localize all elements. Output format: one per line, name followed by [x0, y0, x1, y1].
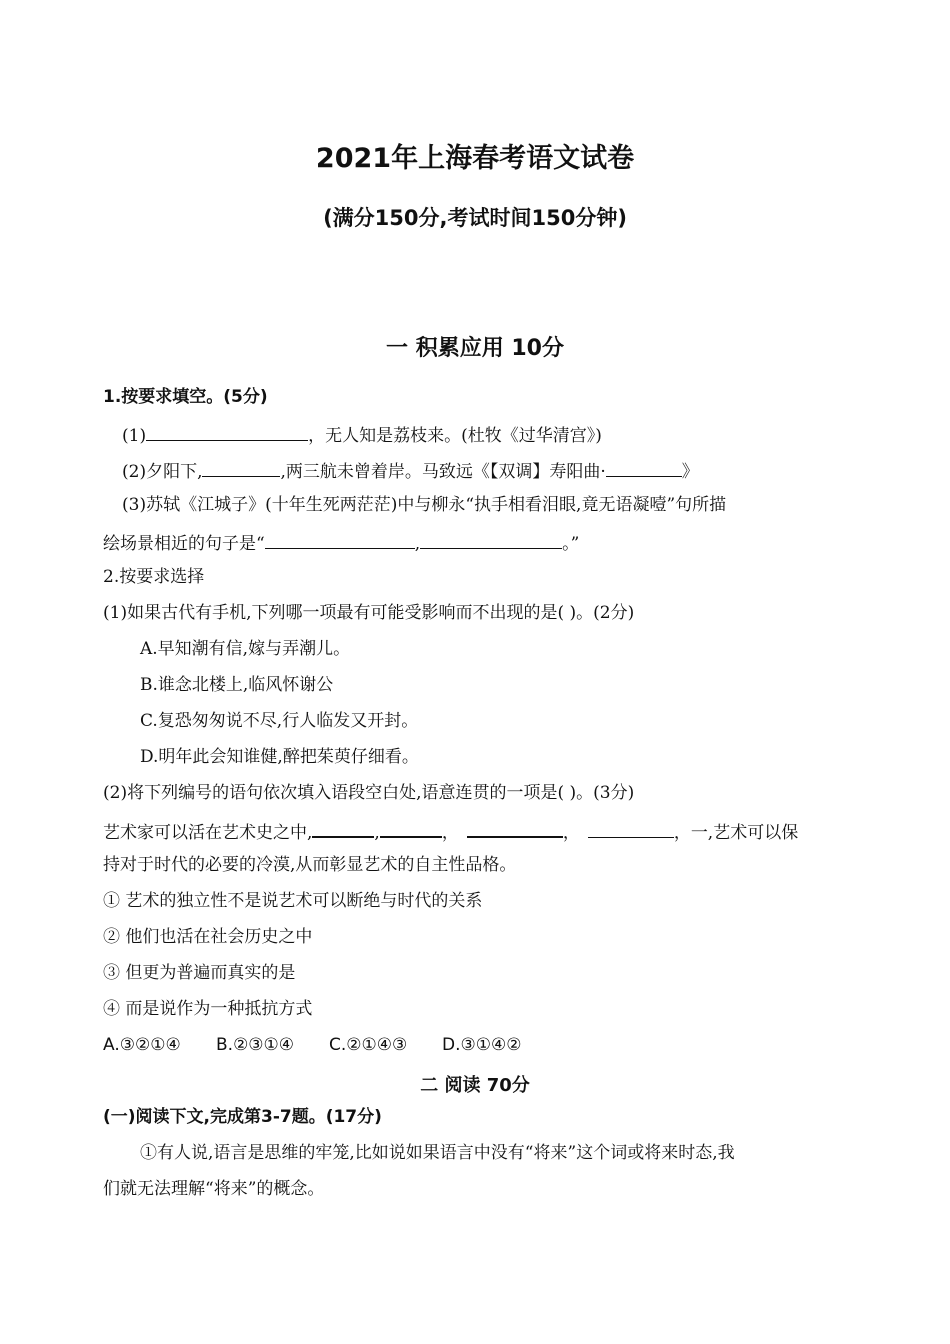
option-d[interactable]: D.明年此会知谁健,醉把茱萸仔细看。 [140, 747, 419, 767]
question-1-item-3-line-1: (3)苏轼《江城子》(十年生死两茫茫)中与柳永“执手相看泪眼,竟无语凝噎”句所描 [122, 495, 727, 515]
passage-suffix: 一,艺术可以保 [690, 823, 799, 843]
item-3-prefix: 绘场景相近的句子是“ [103, 534, 265, 554]
item-1-suffix: ，无人知是荔枝来。(杜牧《过华清宫》) [308, 426, 602, 446]
reading-paragraph-1-line-1: ①有人说,语言是思维的牢笼,比如说如果语言中没有“将来”这个词或将来时态,我 [140, 1143, 735, 1163]
passage-line-2: 持对于时代的必要的冷漠,从而彰显艺术的自主性品格。 [103, 855, 517, 875]
answer-blank[interactable] [467, 818, 563, 838]
answer-blank[interactable] [202, 458, 280, 477]
passage-line-1 [103, 818, 798, 844]
question-1-stem: 1.按要求填空。(5分) [103, 387, 268, 407]
statement-1: ① 艺术的独立性不是说艺术可以断绝与时代的关系 [103, 891, 483, 911]
question-2-stem: 2.按要求选择 [103, 567, 205, 587]
question-1-item-3-line-2 [103, 530, 579, 555]
option-b[interactable]: B.谁念北楼上,临风怀谢公 [140, 675, 334, 695]
answer-blank[interactable] [312, 818, 374, 838]
statement-3: ③ 但更为普遍而真实的是 [103, 963, 296, 983]
answer-choice-d[interactable]: D.③①④② [442, 1035, 522, 1055]
item-2-prefix: (2)夕阳下, [122, 462, 203, 482]
passage-separator: , [374, 823, 380, 843]
answer-blank[interactable] [265, 530, 415, 549]
question-2-sub-1-stem: (1)如果古代有手机,下列哪一项最有可能受影响而不出现的是( )。(2分) [103, 603, 635, 623]
answer-choice-a[interactable]: A.③②①④ [103, 1035, 181, 1055]
answer-blank[interactable] [420, 530, 562, 549]
reading-paragraph-1-line-2: 们就无法理解“将来”的概念。 [103, 1179, 325, 1199]
reading-part-1-heading: (一)阅读下文,完成第3-7题。(17分) [103, 1107, 382, 1127]
passage-separator: ， [673, 823, 691, 843]
answer-choice-c[interactable]: C.②①④③ [329, 1035, 408, 1055]
answer-blank[interactable] [380, 818, 442, 838]
item-2-suffix: 》 [681, 462, 699, 482]
statement-2: ② 他们也活在社会历史之中 [103, 927, 313, 947]
section-heading-accumulation: 一 积累应用 10分 [386, 336, 564, 361]
option-a[interactable]: A.早知潮有信,嫁与弄潮儿。 [140, 639, 351, 659]
question-1-item-2 [122, 458, 699, 483]
item-3-suffix: 。” [562, 534, 580, 554]
passage-separator: ， [562, 823, 580, 843]
statement-4: ④ 而是说作为一种抵抗方式 [103, 999, 313, 1019]
item-3-mid: , [414, 534, 421, 554]
passage-separator: ， [441, 823, 459, 843]
option-c[interactable]: C.复恐匆匆说不尽,行人临发又开封。 [140, 711, 419, 731]
item-1-prefix: (1) [122, 426, 147, 446]
answer-blank[interactable] [588, 819, 674, 838]
question-1-item-1 [122, 422, 602, 447]
passage-prefix: 艺术家可以活在艺术史之中, [103, 823, 313, 843]
answer-choice-b[interactable]: B.②③①④ [216, 1035, 295, 1055]
answer-blank[interactable] [606, 458, 682, 477]
item-2-mid: ,两三航未曾着岸。马致远《【双调】寿阳曲· [280, 462, 606, 482]
page-title: 2021年上海春考语文试卷 [315, 143, 635, 174]
page-subtitle: (满分150分,考试时间150分钟) [323, 206, 627, 230]
question-2-sub-2-stem: (2)将下列编号的语句依次填入语段空白处,语意连贯的一项是( )。(3分) [103, 783, 635, 803]
answer-blank[interactable] [146, 422, 308, 441]
section-heading-reading: 二 阅读 70分 [420, 1075, 530, 1096]
